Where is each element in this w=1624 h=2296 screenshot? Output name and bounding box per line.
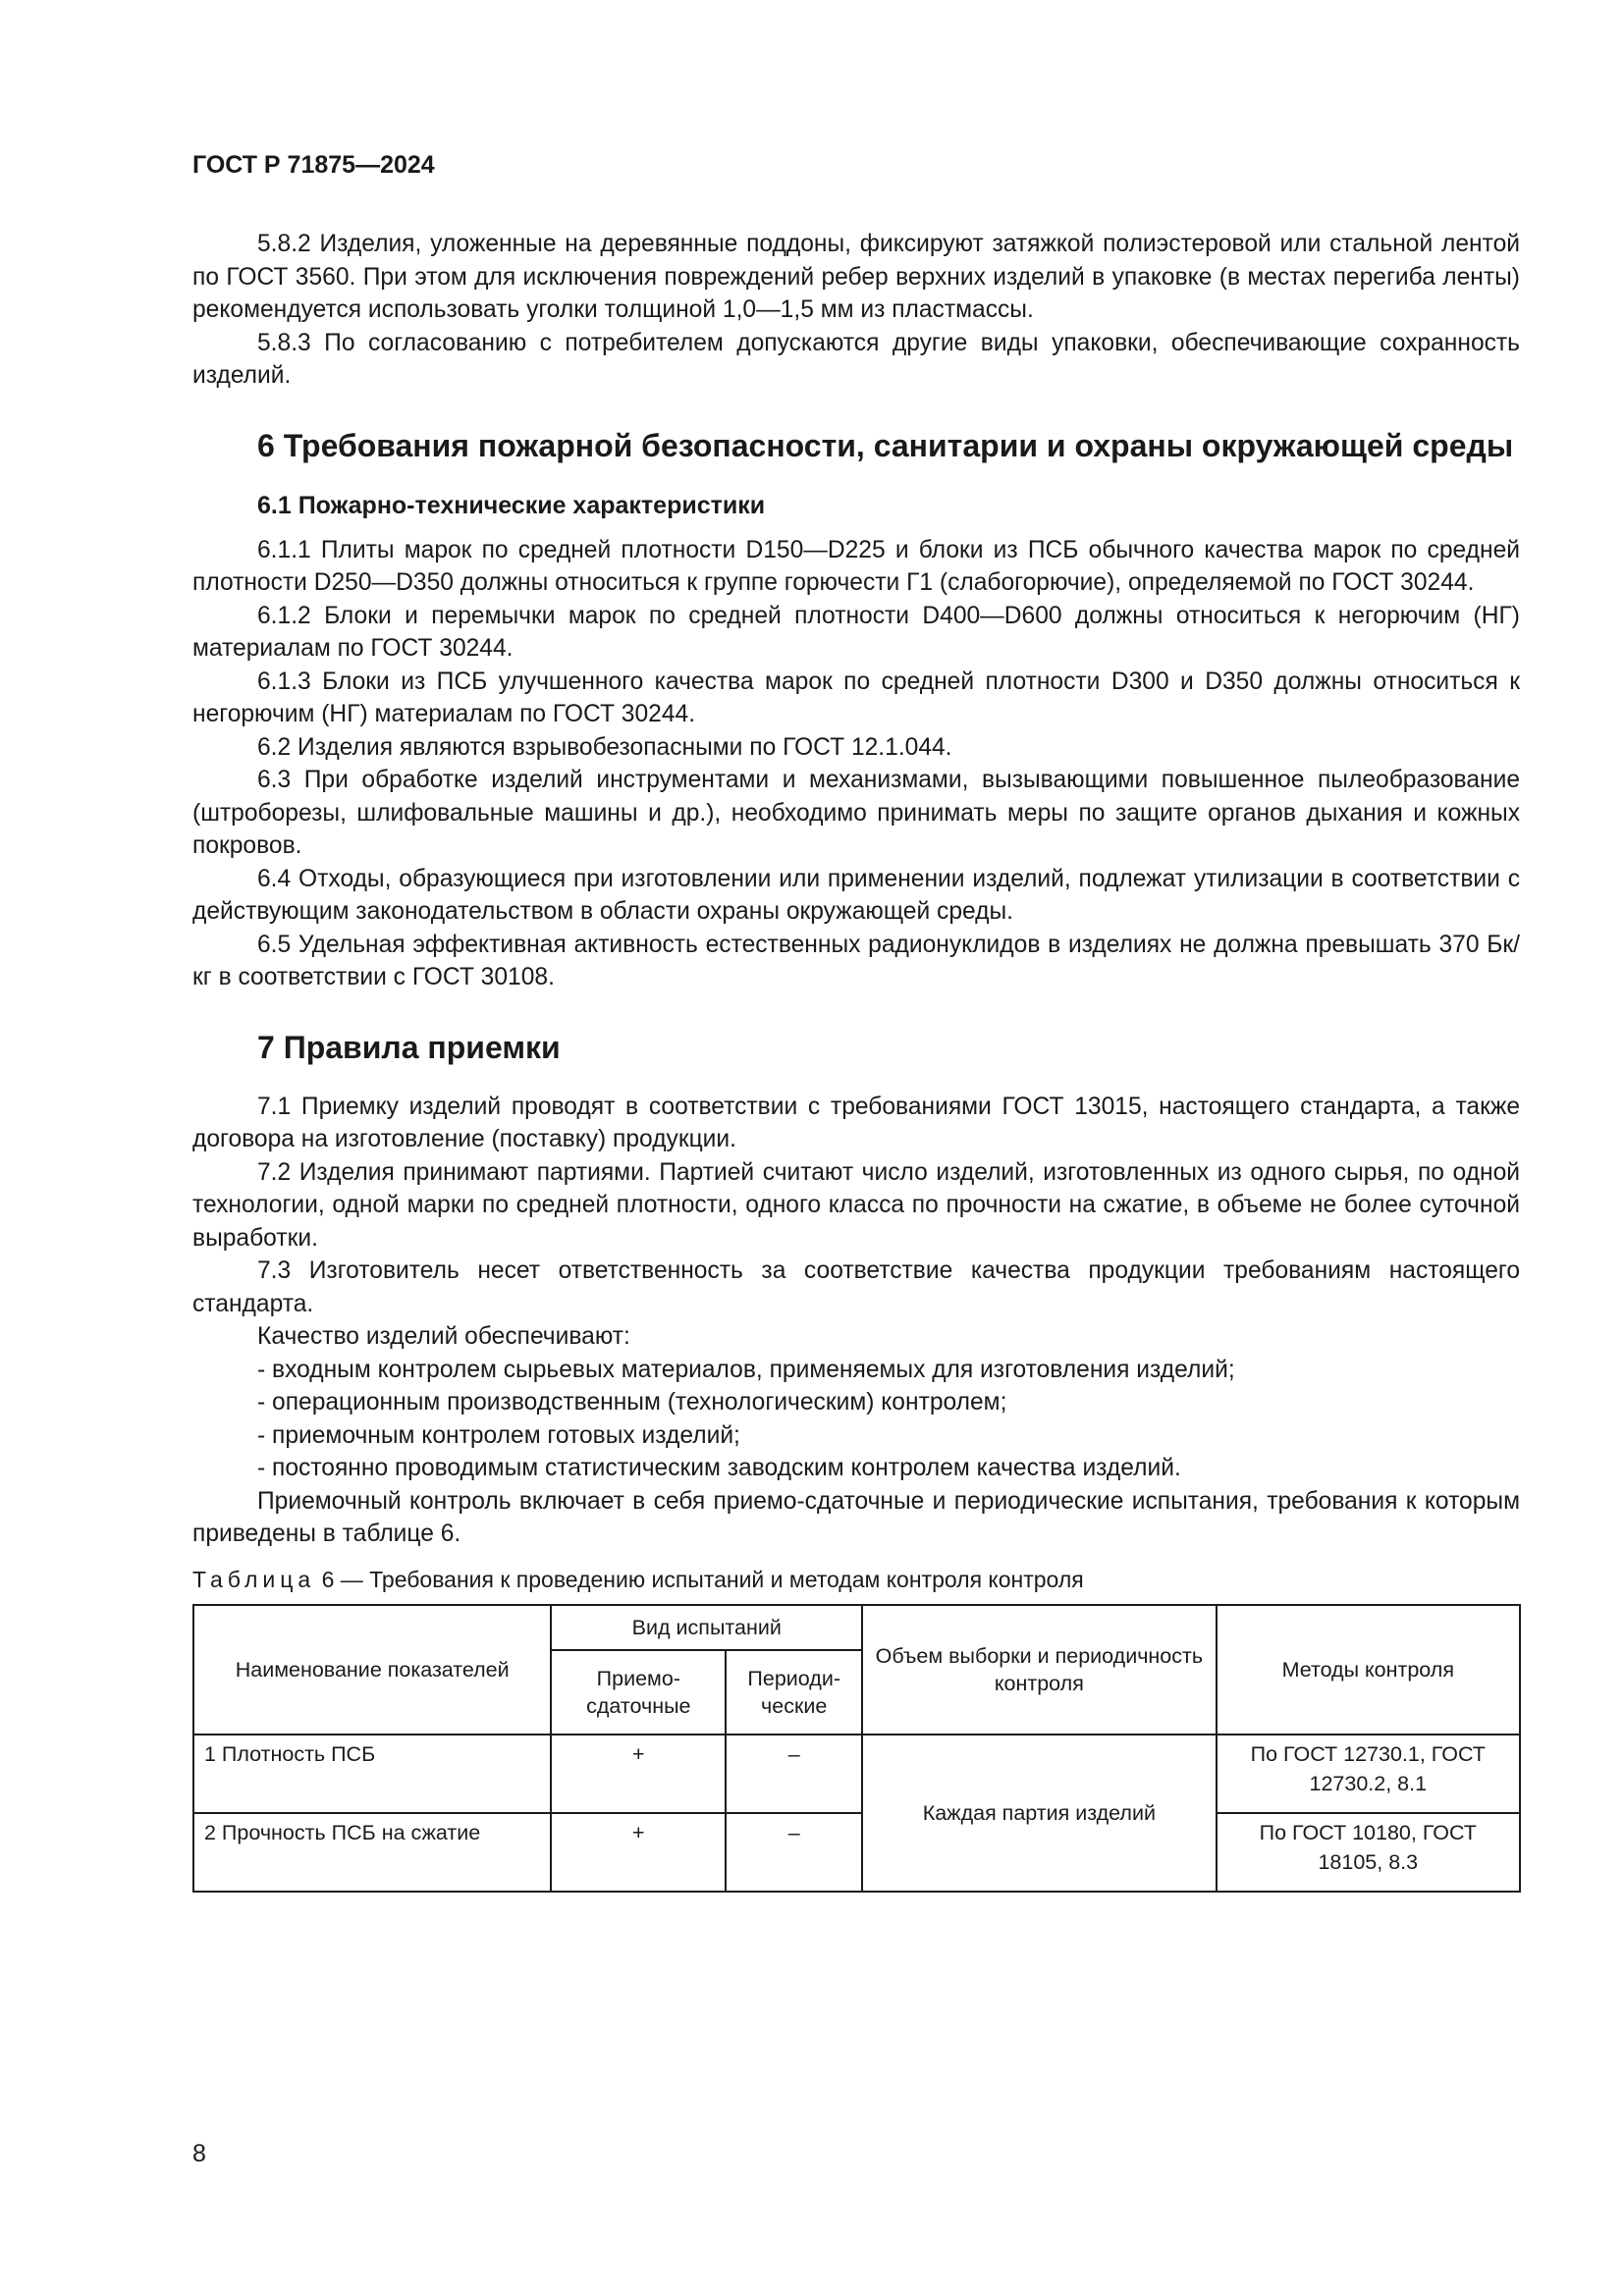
paragraph-6-3: 6.3 При обработке изделий инструментами и механизмами, вызывающими повышенное пылеобразование (штроборезы, шлифовальные машины и др.), необходимо принимать меры по защите органов дыхания и кожных покровов. [192,767,1520,859]
paragraph-6-1-3: 6.1.3 Блоки из ПСБ улучшенного качества марок по средней плотности D300 и D350 должны относиться к негорючим (НГ) материалам по ГОСТ 30244. [192,667,1520,727]
paragraph-6-1-1: 6.1.1 Плиты марок по средней плотности D150—D225 и блоки из ПСБ обычного качества марок по средней плотности D250—D350 должны относиться к группе горючести Г1 (слабогорючие), определяемой по ГОСТ 30244. [192,536,1520,596]
section-7-title: 7 Правила приемки [257,1029,561,1065]
row-name: 2 Прочность ПСБ на сжатие [193,1813,551,1892]
paragraph-5-8-2: 5.8.2 Изделия, уложенные на деревянные поддоны, фиксируют затяжкой полиэстеровой или стальной лентой по ГОСТ 3560. При этом для исключения повреждений ребер верхних изделий в упаковке (в местах перегиба ленты) рекомендуется использовать уголки толщиной 1,0—1,5 мм из пластмассы. [192,231,1520,323]
header-methods: Методы контроля [1217,1605,1520,1735]
quality-list-item: - приемочным контролем готовых изделий; [257,1421,740,1449]
subsection-6-1-title: 6.1 Пожарно-технические характеристики [257,491,766,519]
row-methods: По ГОСТ 12730.1, ГОСТ 12730.2, 8.1 [1217,1735,1520,1813]
header-acceptance: Приемо-сдаточные [551,1650,726,1735]
paragraph-acceptance-control: Приемочный контроль включает в себя приемо-сдаточные и периодические испытания, требования к которым приведены в таблице 6. [192,1487,1520,1547]
table-row [193,1735,1520,1813]
quality-intro: Качество изделий обеспечивают: [257,1323,630,1350]
row-sample-size: Каждая партия изделий [862,1735,1216,1892]
quality-list-item: - операционным производственным (технологическим) контролем; [257,1389,1007,1415]
table-caption-text: 6 — Требования к проведению испытаний и методам контроля контроля [315,1566,1084,1592]
paragraph-7-3: 7.3 Изготовитель несет ответственность за соответствие качества продукции требованиям настоящего стандарта. [192,1257,1520,1317]
table-row [193,1813,1520,1892]
paragraph-5-8-3: 5.8.3 По согласованию с потребителем допускаются другие виды упаковки, обеспечивающие сохранность изделий. [192,329,1520,389]
header-sample-size: Объем выборки и периодичность контроля [862,1605,1216,1735]
paragraph-7-2: 7.2 Изделия принимают партиями. Партией считают число изделий, изготовленных из одного сырья, по одной технологии, одной марки по средней плотности, одного класса по прочности на сжатие, в объеме не более суточной выработки. [192,1158,1520,1252]
page-number: 8 [192,2140,206,2167]
paragraph-7-1: 7.1 Приемку изделий проводят в соответствии с требованиями ГОСТ 13015, настоящего стандарта, а также договора на изготовление (поставку) продукции. [192,1093,1520,1152]
quality-list-item: - постоянно проводимым статистическим заводским контролем качества изделий. [257,1455,1181,1481]
row-periodic: – [726,1735,862,1813]
paragraph-6-1-2: 6.1.2 Блоки и перемычки марок по средней плотности D400—D600 должны относиться к негорючим (НГ) материалам по ГОСТ 30244. [192,602,1520,662]
header-indicator-name: Наименование показателей [193,1605,551,1735]
table-6-caption [192,1565,1520,1594]
row-periodic: – [726,1813,862,1892]
table-6 [192,1604,1521,1893]
document-header: ГОСТ Р 71875—2024 [192,151,435,179]
paragraph-6-5: 6.5 Удельная эффективная активность естественных радионуклидов в изделиях не должна превышать 370 Бк/кг в соответствии с ГОСТ 30108. [192,931,1520,990]
paragraph-6-4: 6.4 Отходы, образующиеся при изготовлении или применении изделий, подлежат утилизации в соответствии с действующим законодательством в области охраны окружающей среды. [192,865,1520,925]
row-acceptance: + [551,1813,726,1892]
row-methods: По ГОСТ 10180, ГОСТ 18105, 8.3 [1217,1813,1520,1892]
row-name: 1 Плотность ПСБ [193,1735,551,1813]
paragraph-6-2: 6.2 Изделия являются взрывобезопасными по ГОСТ 12.1.044. [257,733,952,761]
header-test-type: Вид испытаний [551,1605,862,1650]
row-acceptance: + [551,1735,726,1813]
document-page [192,147,1520,1893]
header-periodic: Периоди-ческие [726,1650,862,1735]
table-caption-label: Таблица [192,1566,316,1592]
quality-list-item: - входным контролем сырьевых материалов, применяемых для изготовления изделий; [257,1356,1235,1383]
section-6-title: 6 Требования пожарной безопасности, санитарии и охраны окружающей среды [257,427,1514,463]
